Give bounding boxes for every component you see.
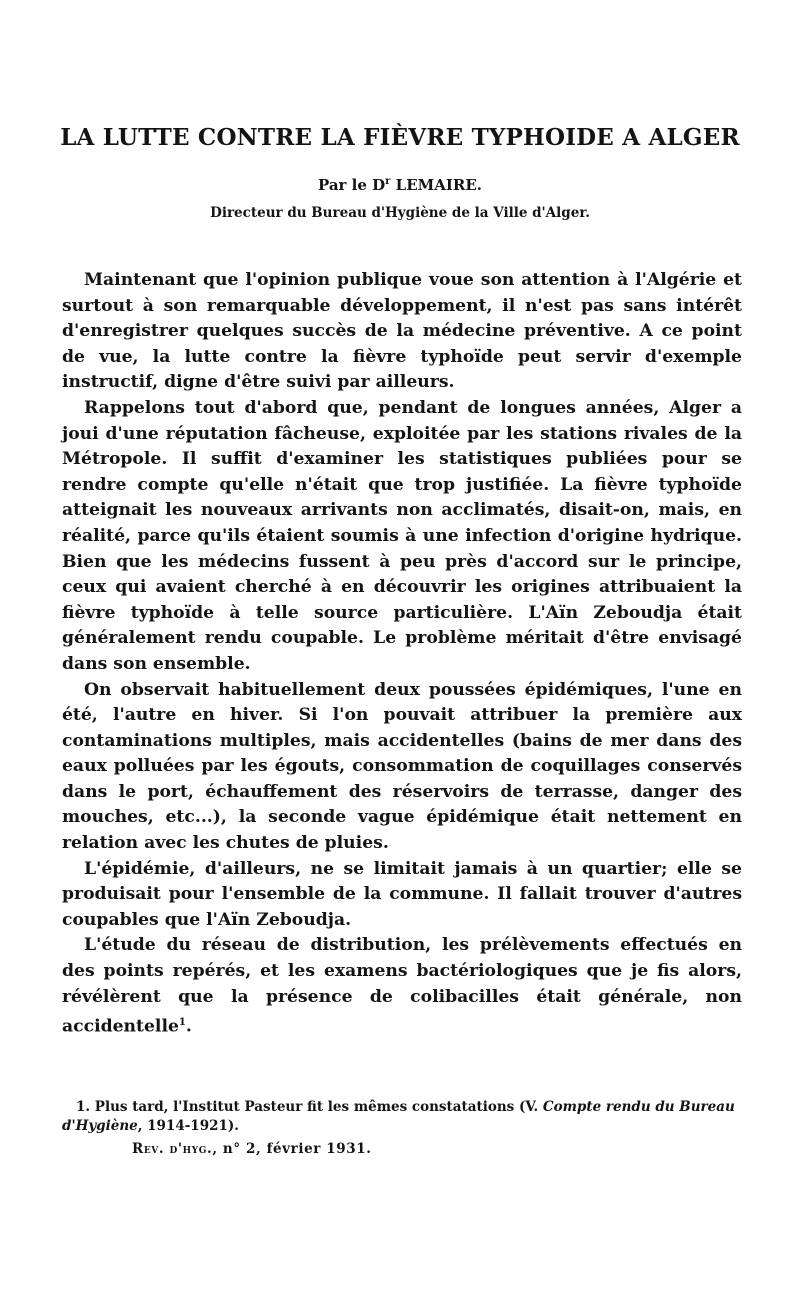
byline-prefix: Par le D	[317, 176, 386, 194]
journal-issue: , n° 2, février 1931.	[212, 1141, 372, 1157]
paragraph-1: Maintenant que l'opinion publique voue son attention à l'Algérie et surtout à son remarquable développement, il n'est pas sans intérêt d'enregistrer quelques succès de la médecine préventive. A ce point de vue, la lutte contre la fièvre typhoïde peut servir d'exemple instructif, digne d'être suivi par ailleurs.	[62, 270, 742, 393]
footnote-text-end: , 1914-1921).	[137, 1118, 239, 1134]
paragraph-5-text: L'étude du réseau de distribution, les prélèvements effectués en des points repérés, et les examens bactériologiques que je fis alors, révélèrent que la présence de colibacilles était générale, non accidentelle	[62, 935, 742, 1037]
footnote-marker: 1	[178, 1017, 186, 1029]
footnote-text: 1. Plus tard, l'Institut Pasteur fit les mêmes constatations (V.	[76, 1099, 543, 1115]
paragraph-3: On observait habituellement deux poussées épidémiques, l'une en été, l'autre en hiver. Si l'on pouvait attribuer la première aux contaminations multiples, mais accidentelles (bains de mer dans des eaux polluées par les égouts, consommation de coquillages conservés dans le port, échauffement des réservoirs de terrasse, danger des mouches, etc...), la seconde vague épidémique était nettement en relation avec les chutes de pluies.	[62, 679, 742, 854]
footnote	[62, 1098, 742, 1136]
byline	[0, 176, 800, 194]
paragraph-4: L'épidémie, d'ailleurs, ne se limitait jamais à un quartier; elle se produisait pour l'ensemble de la commune. Il fallait trouver d'autres coupables que l'Aïn Zeboudja.	[62, 858, 742, 930]
author-name: LEMAIRE.	[390, 176, 483, 194]
author-affiliation: Directeur du Bureau d'Hygiène de la Ville d'Alger.	[210, 205, 590, 221]
article-body	[62, 268, 742, 1041]
byline-title-superscript: r	[385, 176, 391, 187]
paragraph-5: L'étude du réseau de distribution, les prélèvements effectués en des points repérés, et les examens bactériologiques que je fis alors, révélèrent que la présence de colibacilles était générale, non accidentelle$^1$.	[62, 935, 742, 1037]
paragraph-2: Rappelons tout d'abord que, pendant de longues années, Alger a joui d'une réputation fâcheuse, exploitée par les stations rivales de la Métropole. Il suffit d'examiner les statistiques publiées pour se rendre compte qu'elle n'était que trop justifiée. La fièvre typhoïde atteignait les nouveaux arrivants non acclimatés, disait-on, mais, en réalité, parce qu'ils étaient soumis à une infection d'origine hydrique. Bien que les médecins fussent à peu près d'accord sur le principe, ceux qui avaient cherché à en découvrir les origines attribuaient la fièvre typhoïde à telle source particulière. L'Aïn Zeboudja était généralement rendu coupable. Le problème méritait d'être envisagé dans son ensemble.	[62, 397, 742, 674]
article-title: LA LUTTE CONTRE LA FIÈVRE TYPHOIDE A ALGER	[60, 124, 740, 151]
journal-abbreviation: Rev. d'hyg.	[132, 1141, 213, 1157]
journal-reference	[132, 1141, 372, 1157]
footnote-citation-title: Compte rendu du Bureau d'Hygiène	[62, 1099, 735, 1134]
